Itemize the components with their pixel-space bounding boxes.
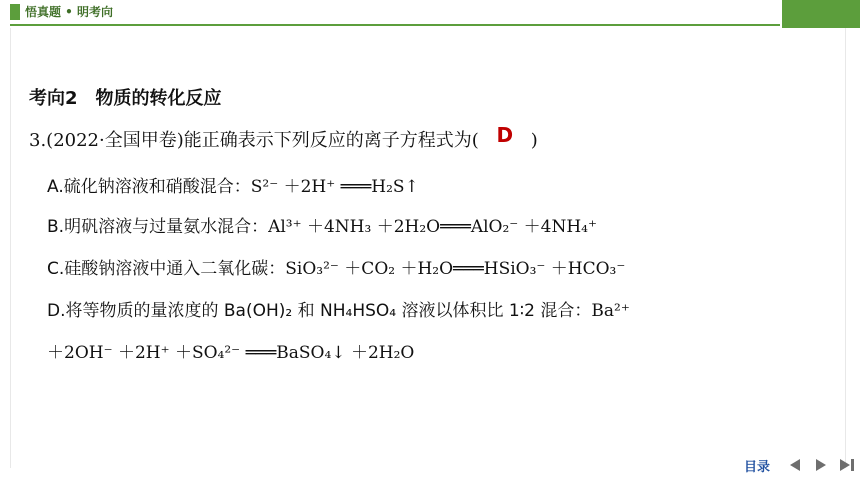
option-a-label: A.硫化钠溶液和硝酸混合： <box>47 177 251 197</box>
option-b[interactable] <box>47 212 597 237</box>
contents-link[interactable]: 目录 <box>743 459 770 475</box>
option-a[interactable] <box>47 172 419 197</box>
last-page-icon[interactable] <box>838 456 856 474</box>
section-tag: 悟真题 • 明考向 <box>25 5 114 19</box>
option-c[interactable] <box>47 254 625 279</box>
next-triangle-icon[interactable] <box>812 456 830 474</box>
prev-triangle-icon[interactable] <box>786 456 804 474</box>
option-d-equation-cont: ＋2OH⁻ ＋2H⁺ ＋SO₄²⁻ ═══BaSO₄↓ ＋2H₂O <box>47 343 415 363</box>
option-d-continued <box>47 338 414 363</box>
slide-navigation <box>744 456 856 474</box>
question-text: 3.(2022·全国甲卷)能正确表示下列反应的离子方程式为( <box>29 130 479 151</box>
question-stem <box>29 123 538 152</box>
option-d[interactable] <box>47 296 630 321</box>
section-marker <box>10 4 20 20</box>
corner-block <box>782 0 860 28</box>
header-rule <box>10 24 780 26</box>
option-c-label: C.硅酸钠溶液中通入二氧化碳： <box>47 259 286 279</box>
answer-letter: D <box>496 123 514 147</box>
option-d-label: D.将等物质的量浓度的 Ba(OH)₂ 和 NH₄HSO₄ 溶液以体积比 1∶2 混合： <box>47 301 592 321</box>
option-d-equation: Ba²⁺ <box>591 301 630 321</box>
topic-heading: 考向2 物质的转化反应 <box>29 88 222 109</box>
option-b-equation: Al³⁺ ＋4NH₃ ＋2H₂O═══AlO₂⁻ ＋4NH₄⁺ <box>268 217 597 237</box>
option-c-equation: SiO₃²⁻ ＋CO₂ ＋H₂O═══HSiO₃⁻ ＋HCO₃⁻ <box>285 259 626 279</box>
question-close: ) <box>530 130 538 151</box>
header-bar <box>0 0 860 30</box>
option-b-label: B.明矾溶液与过量氨水混合： <box>47 217 269 237</box>
option-a-equation: S²⁻ ＋2H⁺ ═══H₂S↑ <box>250 177 419 197</box>
